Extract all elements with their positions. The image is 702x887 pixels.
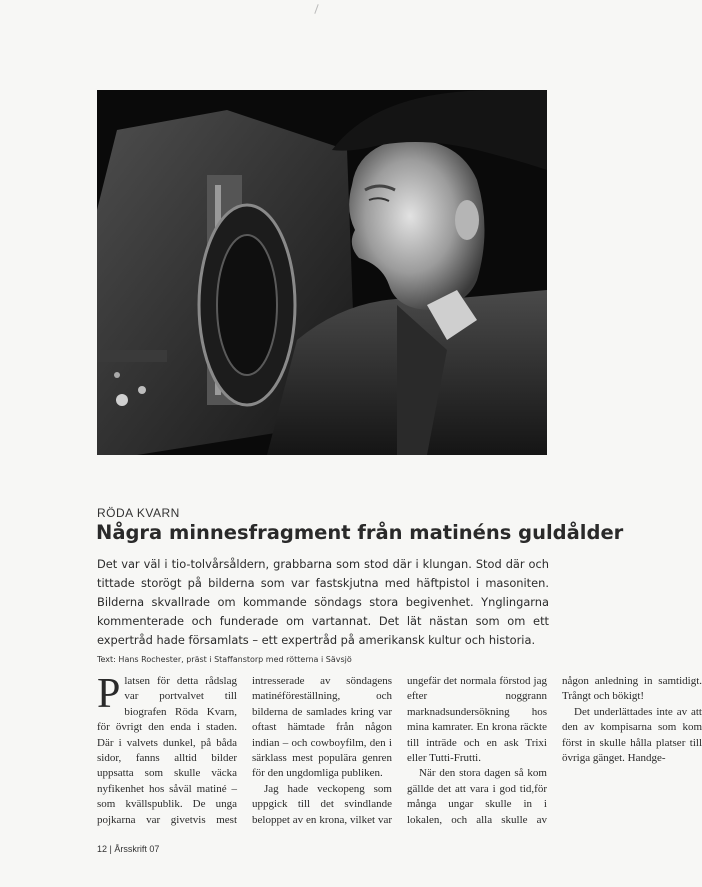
article-headline: Några minnesfragment från matinéns guldålder <box>96 521 624 544</box>
section-kicker: RÖDA KVARN <box>97 506 180 520</box>
body-paragraph: Jag hade veckopeng som uppgick till det svindlande beloppet av en krona, vilket var ungefär det normala förstod jag efter noggrann marknadsundersökning hos mina kamrater. En krona räckte till inträde och en ask Trixi eller Tutti-Frutti. <box>252 675 547 826</box>
article-lede: Det var väl i tio-tolvårsåldern, grabbarna som stod där i klungan. Stod där och tittade storögt på bilderna som var fastskjutna med häftpistol i masoniten. Bilderna skvallrade om kommande söndags stora begivenhet. Ynglingarna kommenterade och funderade om vartannat. Det lät nästan som om ett expertråd hade församlats – ett expertråd på amerikansk kultur och historia. <box>97 557 549 647</box>
page-footer <box>97 844 159 854</box>
dropcap: P <box>97 671 121 717</box>
publication-name: Årsskrift 07 <box>114 844 160 854</box>
photo-image <box>97 90 547 455</box>
photo-projectionist <box>97 90 547 455</box>
body-text: latsen för detta rådslag var portvalvet till biografen Röda Kvarn, för övrigt den enda i staden. Där i valvets dunkel, på båda sidor, fanns alltid bilder uppsatta som skulle väcka nyfikenhet hos såväl matiné – som kvällspublik. De unga pojkarna var givetvis mest intresserade av söndagens matinéföreställning, och bilderna de samlades kring var oftast hämtade från någon indian – och cowboyfilm, den i särklass mest populära genren för den ungdomliga publiken. <box>97 675 392 826</box>
byline <box>97 655 352 664</box>
byline-author: Hans Rochester, präst i Staffanstorp med rötterna i Sävsjö <box>118 655 352 664</box>
body-paragraph: När den stora dagen så kom gällde det att vara i god tid,för många ungar skulle in i lokalen, och alla skulle av någon anledning in samtidigt. Trångt och bökigt! <box>407 675 702 826</box>
article-body <box>97 671 702 830</box>
byline-label: Text: <box>97 655 116 664</box>
footer-separator: | <box>109 844 112 854</box>
page-number: 12 <box>97 844 108 854</box>
body-paragraph: Det underlättades inte av att den av kompisarna som kom först in skulle hålla platser till övriga gänget. Handge- <box>562 705 702 765</box>
scan-mark <box>314 4 318 14</box>
